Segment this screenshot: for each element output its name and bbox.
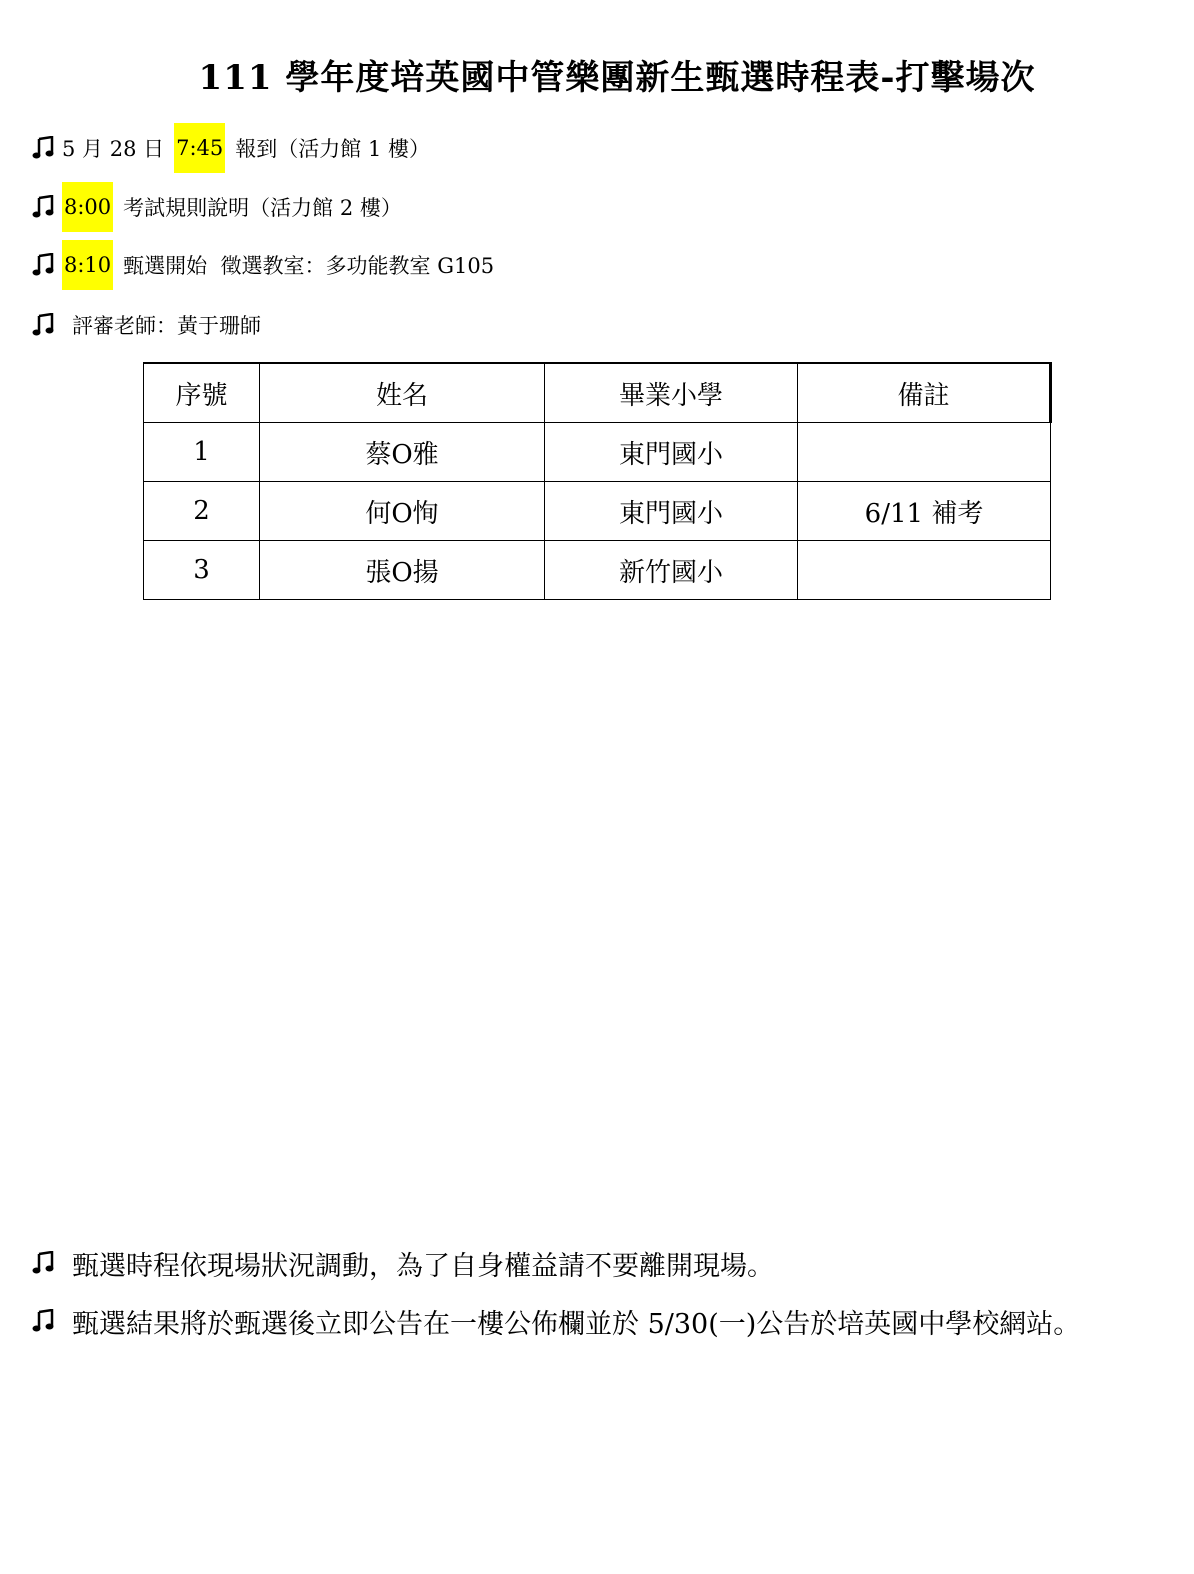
music-note-icon	[32, 136, 54, 160]
roster-table	[143, 362, 1052, 600]
footer-note-text: 甄選結果將於甄選後立即公告在一樓公佈欄並於 5/30(一)公告於培英國中學校網站。	[72, 1308, 1081, 1340]
header-school: 畢業小學	[545, 363, 798, 423]
cell-remark: 6/11 補考	[798, 482, 1051, 541]
checkin-date: 5 月 28 日	[62, 137, 165, 161]
table-row	[144, 423, 1051, 482]
start-time: 8:10	[62, 240, 113, 290]
cell-remark	[798, 541, 1051, 600]
checkin-time: 7:45	[174, 123, 225, 173]
music-note-icon	[32, 313, 54, 337]
table-row	[144, 541, 1051, 600]
cell-name: 何O恂	[260, 482, 545, 541]
schedule-rules	[32, 187, 402, 227]
music-note-icon	[32, 195, 54, 219]
cell-number: 3	[144, 541, 260, 600]
music-note-icon	[32, 1309, 54, 1333]
footer-note-2	[32, 1301, 1080, 1341]
header-name: 姓名	[260, 363, 545, 423]
music-note-icon	[32, 1251, 54, 1275]
cell-school: 東門國小	[545, 423, 798, 482]
schedule-start	[32, 245, 494, 285]
music-note-icon	[32, 253, 54, 277]
cell-name: 張O揚	[260, 541, 545, 600]
schedule-checkin	[32, 128, 430, 168]
schedule-judge	[32, 305, 261, 345]
cell-name: 蔡O雅	[260, 423, 545, 482]
checkin-text: 報到（活力館 1 樓）	[235, 137, 430, 161]
rules-text: 考試規則說明（活力館 2 樓）	[123, 196, 402, 220]
cell-school: 新竹國小	[545, 541, 798, 600]
page-title: 111 學年度培英國中管樂團新生甄選時程表-打擊場次	[198, 58, 1036, 98]
cell-number: 1	[144, 423, 260, 482]
footer-note-text: 甄選時程依現場狀況調動，為了自身權益請不要離開現場。	[72, 1250, 774, 1282]
judge-text: 評審老師：黃于珊師	[72, 314, 261, 338]
cell-number: 2	[144, 482, 260, 541]
header-number: 序號	[144, 363, 260, 423]
rules-time: 8:00	[62, 182, 113, 232]
table-row	[144, 482, 1051, 541]
start-text: 甄選開始 徵選教室：多功能教室 G105	[123, 254, 495, 278]
footer-note-1	[32, 1243, 774, 1283]
cell-remark	[798, 423, 1051, 482]
table-header-row	[144, 363, 1051, 423]
header-remark: 備註	[798, 363, 1051, 423]
cell-school: 東門國小	[545, 482, 798, 541]
